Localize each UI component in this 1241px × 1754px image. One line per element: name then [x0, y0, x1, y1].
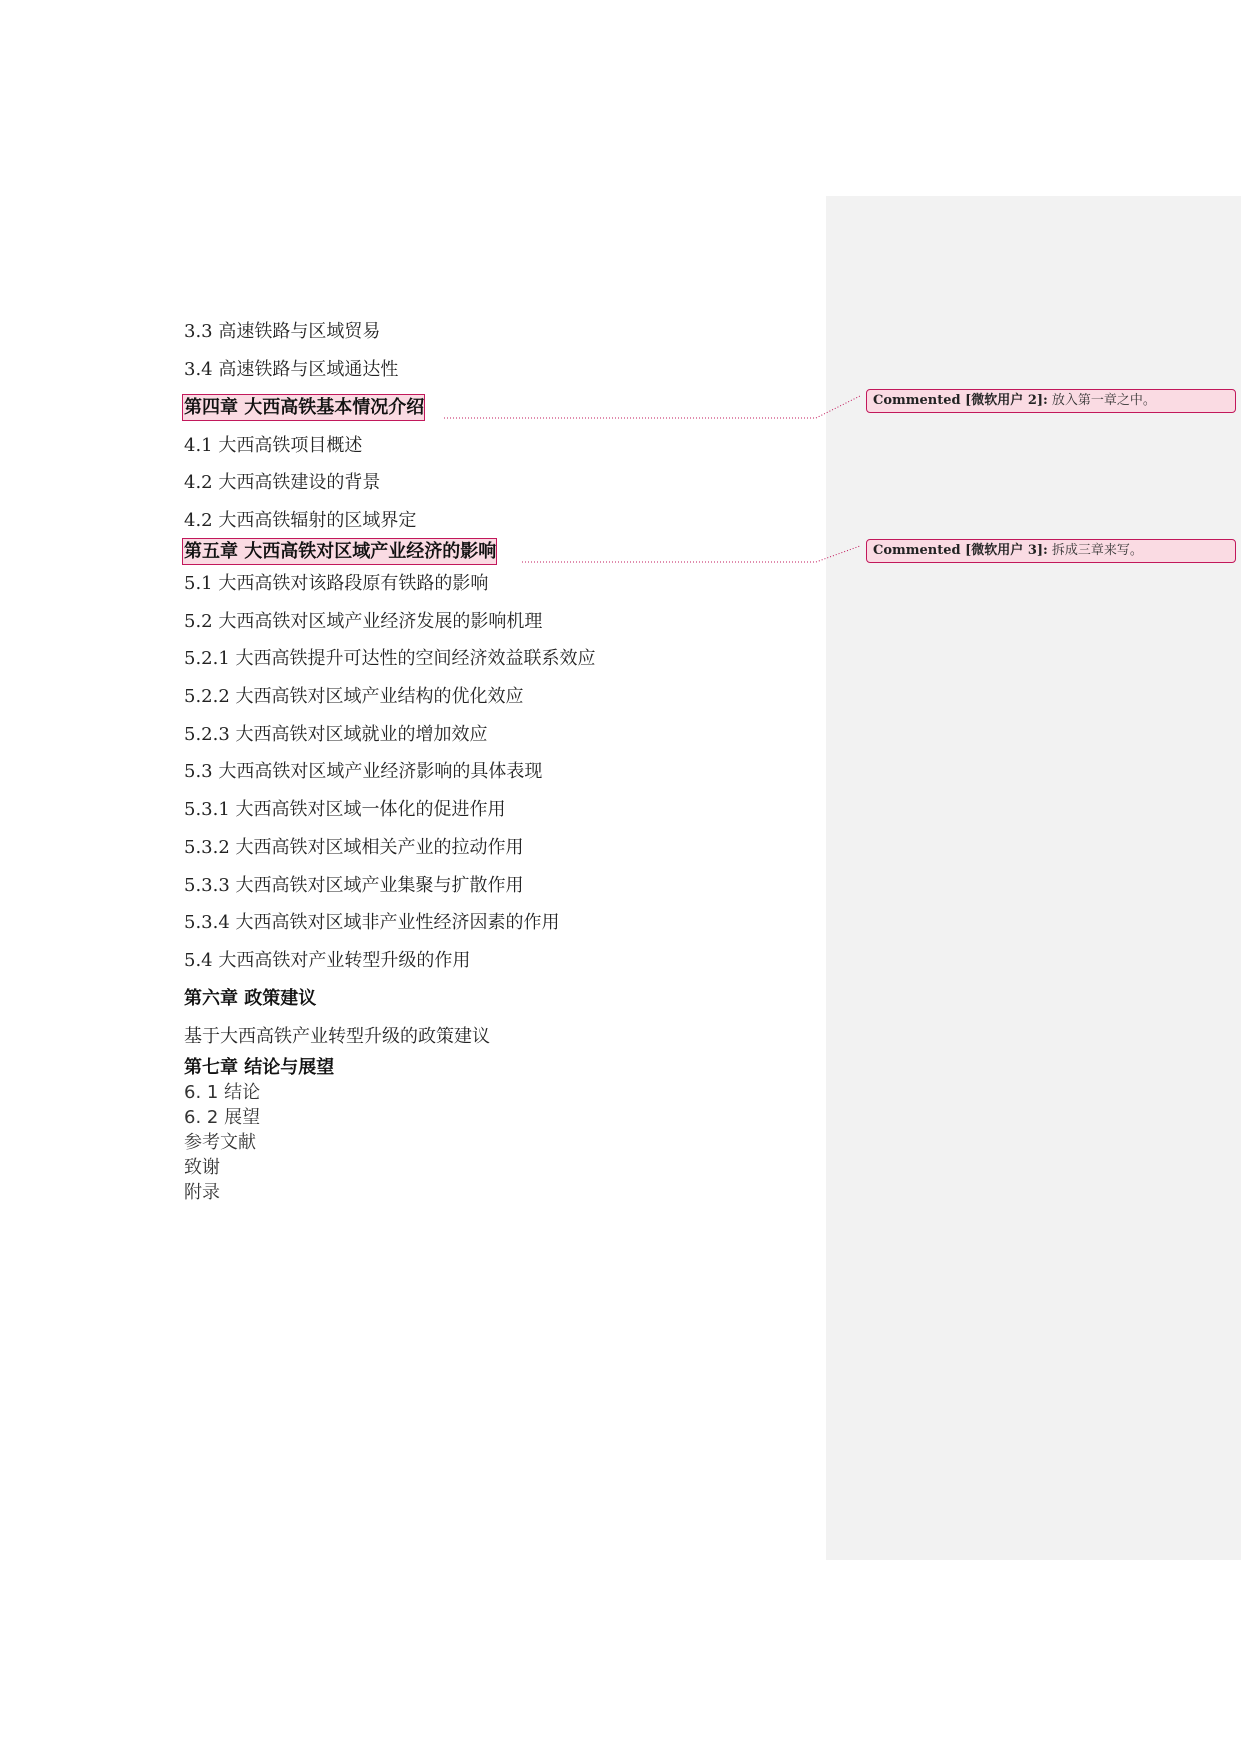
toc-entry[interactable]	[184, 472, 380, 494]
comment-text: 放入第一章之中。	[1051, 393, 1156, 408]
toc-entry[interactable]	[184, 359, 398, 381]
toc-entry-text: 4.2 大西高铁辐射的区域界定	[184, 510, 417, 531]
toc-entry-text: 附录	[184, 1182, 220, 1203]
toc-entry-text: 参考文献	[184, 1132, 256, 1153]
toc-entry-text: 5.2.3 大西高铁对区域就业的增加效应	[184, 724, 488, 745]
toc-entry-text: 5.3.4 大西高铁对区域非产业性经济因素的作用	[184, 912, 560, 933]
toc-chapter[interactable]	[184, 988, 316, 1010]
toc-entry[interactable]	[184, 724, 488, 746]
comment-author-label: Commented [微软用户 2]:	[873, 393, 1048, 408]
toc-entry-text: 5.3.3 大西高铁对区域产业集聚与扩散作用	[184, 875, 524, 896]
toc-entry-text: 3.3 高速铁路与区域贸易	[184, 321, 381, 342]
toc-chapter[interactable]	[184, 397, 425, 419]
comment-text: 拆成三章来写。	[1051, 543, 1143, 558]
toc-entry[interactable]	[184, 686, 524, 708]
toc-entry[interactable]	[184, 875, 524, 897]
toc-entry-text: 5.2.2 大西高铁对区域产业结构的优化效应	[184, 686, 524, 707]
toc-entry[interactable]	[184, 321, 380, 343]
toc-entry[interactable]	[184, 799, 506, 821]
toc-entry[interactable]	[184, 1157, 220, 1179]
toc-entry[interactable]	[184, 611, 542, 633]
toc-entry[interactable]	[184, 837, 524, 859]
toc-chapter[interactable]	[184, 541, 497, 563]
toc-entry[interactable]	[184, 573, 488, 595]
toc-entry[interactable]	[184, 1026, 490, 1048]
comment-author-label: Commented [微软用户 3]:	[873, 543, 1048, 558]
toc-entry[interactable]	[184, 950, 470, 972]
toc-entry-text: 4.1 大西高铁项目概述	[184, 435, 363, 456]
toc-entry-text: 5.3.1 大西高铁对区域一体化的促进作用	[184, 799, 506, 820]
commented-text[interactable]: 第四章 大西高铁基本情况介绍	[182, 394, 425, 421]
toc-entry-text: 5.4 大西高铁对产业转型升级的作用	[184, 950, 471, 971]
toc-entry[interactable]	[184, 435, 362, 457]
toc-entry-text: 第六章 政策建议	[184, 988, 317, 1009]
toc-entry[interactable]	[184, 1182, 220, 1204]
toc-entry-text: 6. 2 展望	[184, 1107, 261, 1128]
comment-balloon[interactable]	[866, 539, 1236, 563]
toc-entry[interactable]	[184, 510, 416, 532]
toc-entry-text: 5.2.1 大西高铁提升可达性的空间经济效益联系效应	[184, 648, 596, 669]
comment-connector-2	[522, 546, 860, 562]
toc-entry[interactable]	[184, 1107, 260, 1129]
toc-entry-text: 5.3 大西高铁对区域产业经济影响的具体表现	[184, 761, 543, 782]
toc-entry-text: 第七章 结论与展望	[184, 1057, 335, 1078]
toc-entry-text: 5.2 大西高铁对区域产业经济发展的影响机理	[184, 611, 543, 632]
toc-entry[interactable]	[184, 761, 542, 783]
toc-entry-text: 5.1 大西高铁对该路段原有铁路的影响	[184, 573, 489, 594]
toc-entry[interactable]	[184, 1082, 260, 1104]
toc-entry-text: 4.2 大西高铁建设的背景	[184, 472, 381, 493]
toc-entry-text: 5.3.2 大西高铁对区域相关产业的拉动作用	[184, 837, 524, 858]
toc-entry[interactable]	[184, 648, 596, 670]
comment-connector-1	[444, 396, 860, 418]
toc-entry[interactable]	[184, 1132, 256, 1154]
toc-entry-text: 6. 1 结论	[184, 1082, 261, 1103]
toc-entry[interactable]	[184, 912, 560, 934]
toc-entry-text: 基于大西高铁产业转型升级的政策建议	[184, 1026, 490, 1047]
comment-balloon[interactable]	[866, 389, 1236, 413]
toc-entry-text: 3.4 高速铁路与区域通达性	[184, 359, 399, 380]
toc-entry-text: 致谢	[184, 1157, 220, 1178]
commented-text[interactable]: 第五章 大西高铁对区域产业经济的影响	[182, 538, 497, 565]
toc-chapter[interactable]	[184, 1057, 334, 1079]
